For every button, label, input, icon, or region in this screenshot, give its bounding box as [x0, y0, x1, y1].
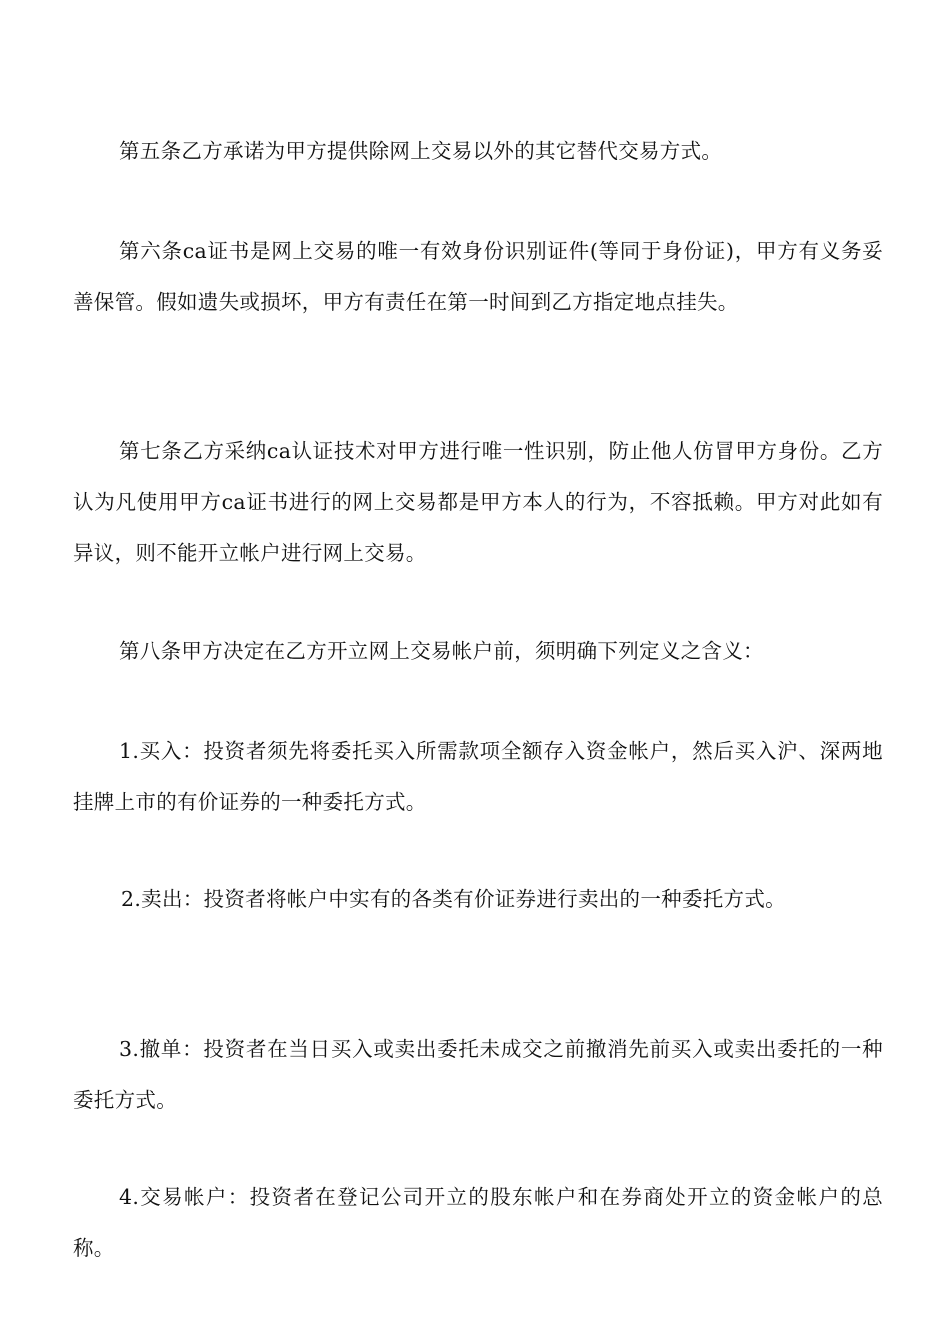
article-6-paragraph: 第六条ca证书是网上交易的唯一有效身份识别证件(等同于身份证)，甲方有义务妥善保管。假如遗失或损坏，甲方有责任在第一时间到乙方指定地点挂失。: [73, 239, 883, 314]
definition-sell-paragraph: 2.卖出：投资者将帐户中实有的各类有价证券进行卖出的一种委托方式。: [121, 887, 786, 911]
article-8-paragraph: 第八条甲方决定在乙方开立网上交易帐户前，须明确下列定义之含义：: [119, 639, 764, 663]
definition-cancel-paragraph: 3.撤单：投资者在当日买入或卖出委托未成交之前撤消先前买入或卖出委托的一种委托方式。: [73, 1037, 883, 1112]
article-5-paragraph: 第五条乙方承诺为甲方提供除网上交易以外的其它替代交易方式。: [119, 139, 723, 163]
definition-buy-paragraph: 1.买入：投资者须先将委托买入所需款项全额存入资金帐户，然后买入沪、深两地挂牌上市的有价证券的一种委托方式。: [73, 739, 883, 814]
definition-account-paragraph: 4.交易帐户：投资者在登记公司开立的股东帐户和在券商处开立的资金帐户的总称。: [73, 1185, 883, 1260]
article-7-paragraph: 第七条乙方采纳ca认证技术对甲方进行唯一性识别，防止他人仿冒甲方身份。乙方认为凡使用甲方ca证书进行的网上交易都是甲方本人的行为，不容抵赖。甲方对此如有异议，则不能开立帐户进行网上交易。: [73, 439, 883, 565]
